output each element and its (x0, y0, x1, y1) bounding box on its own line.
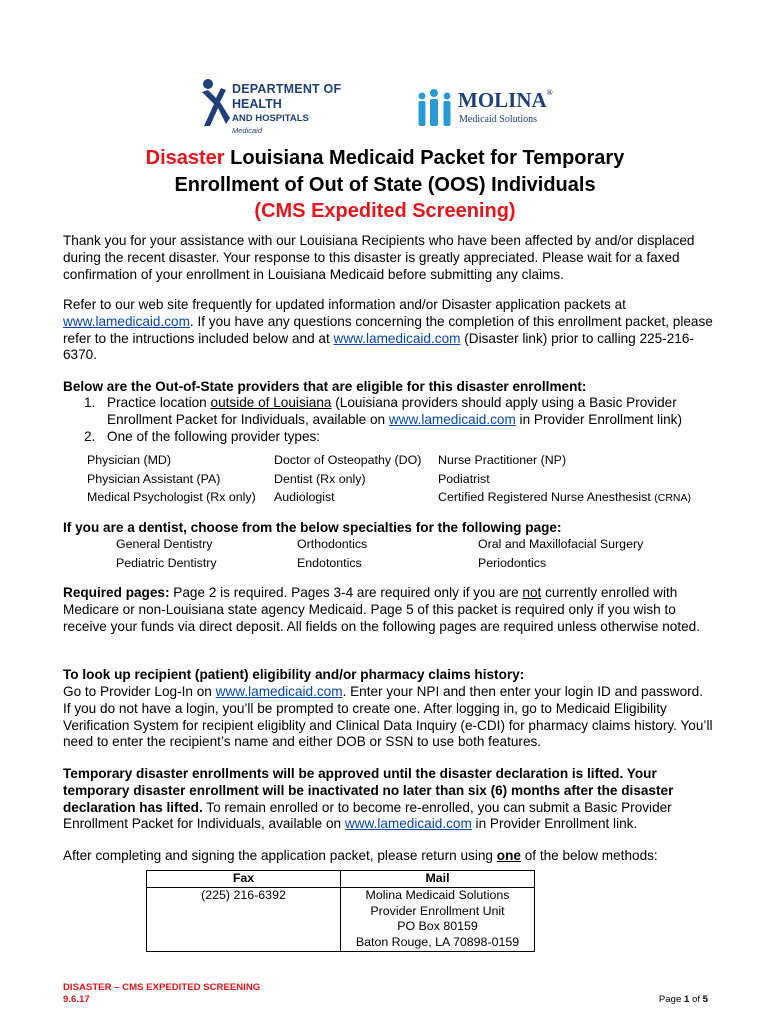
lamedicaid-link[interactable]: www.lamedicaid.com (388, 411, 516, 427)
eligible-item-1 (84, 395, 704, 429)
page-total: 5 (702, 994, 708, 1005)
dentist-specialty: Orthodontics (297, 537, 368, 551)
dhh-figure-icon (198, 78, 230, 130)
eligible-item-1-number: 1. (84, 395, 96, 410)
footer-date: 9.6.17 (63, 994, 90, 1005)
provider-type: Physician (MD) (87, 453, 171, 467)
temporary-bold-text: Temporary disaster enrollments will be approved until the disaster declaration is lifted. Your temporary disaster enrollment will be inactivated no later than six (6) months after the disaster declaration has lifted. (63, 766, 674, 815)
mail-address (341, 887, 535, 951)
lamedicaid-link[interactable]: www.lamedicaid.com (333, 330, 461, 346)
eligible-item-2-number: 2. (84, 429, 96, 444)
intro-p2-text-b: . If you have any questions concerning the completion of this enrollment packet, please refer to the intructions included below and at (63, 313, 713, 346)
temporary-text-b: in Provider Enrollment link. (471, 816, 638, 832)
eligible-item-1-text (107, 395, 704, 429)
provider-type: Audiologist (274, 490, 335, 505)
dhh-line4: Medicaid (232, 126, 263, 135)
provider-type: Doctor of Osteopathy (DO) (274, 453, 422, 467)
fax-number: (225) 216-6392 (147, 887, 341, 951)
temporary-enrollment-paragraph (63, 766, 713, 833)
eligible-item-2-text: One of the following provider types: (107, 429, 321, 444)
lookup-text-b: . Enter your NPI and then enter your login ID and password. If you do not have a login, you’ll be prompted to create one. After logging in, go to Medicaid Eligibility Verification System for recipient eligiblity and Clinical Data Inquiry (e-CDI) for pharmacy claims history. You’ll need to enter the recipient’s name and either DOB or SSN to use both features. (63, 684, 713, 750)
eligible-item-1-b: (Louisiana providers should apply using a Basic Provider Enrollment Packet for Individuals, available on (107, 395, 677, 427)
footer-title: DISASTER – CMS EXPEDITED SCREENING (63, 982, 261, 993)
dentist-specialty: Periodontics (478, 555, 547, 570)
lamedicaid-link[interactable]: www.lamedicaid.com (344, 816, 472, 832)
return-text-b: of the below methods: (520, 848, 658, 863)
lookup-paragraph (63, 684, 713, 751)
temporary-text-a: To remain enrolled or to become re-enrolled, you can submit a Basic Provider Enrollment Packet for Individuals, available on (63, 799, 672, 832)
mail-header: Mail (341, 871, 535, 888)
lookup-heading: To look up recipient (patient) eligibility and/or pharmacy claims history: (63, 667, 525, 682)
dentist-specialty: Oral and Maxillofacial Surgery (478, 537, 644, 551)
molina-registered-mark: ® (546, 88, 553, 97)
dentist-heading: If you are a dentist, choose from the below specialties for the following page: (63, 520, 562, 535)
title-disaster-word: Disaster (145, 147, 225, 169)
page-subtitle: (CMS Expedited Screening) (254, 200, 516, 222)
page-number (659, 994, 708, 1005)
dhh-line3: AND HOSPITALS (232, 113, 309, 124)
required-pages-text-b: currently enrolled with Medicare or non-Louisiana state agency Medicaid. Page 5 of this packet is required only if you wish to receive your funds via direct deposit. All fields on the following pages are required unless otherwise noted. (63, 585, 701, 634)
return-methods-intro (63, 848, 713, 865)
crna-abbrev: (CRNA) (654, 492, 692, 505)
provider-type: Medical Psychologist (Rx only) (87, 490, 256, 505)
mail-address-line: Baton Rouge, LA 70898-0159 (355, 935, 520, 950)
return-text-a: After completing and signing the application packet, please return using (63, 848, 497, 863)
molina-name-text: MOLINA (458, 88, 547, 112)
required-pages-text-a: Page 2 is required. Pages 3-4 are required only if you are (169, 585, 523, 600)
intro-p2-text-a: Refer to our web site frequently for updated information and/or Disaster application packets at (63, 297, 626, 312)
footer-label (63, 982, 260, 1006)
mail-address-line: PO Box 80159 (397, 919, 478, 934)
intro-p2-text-c: (Disaster link) prior to calling 225-216-6370. (63, 330, 694, 363)
return-one: one (496, 848, 521, 863)
intro-paragraph-1: Thank you for your assistance with our Louisiana Recipients who have been affected by and/or displaced during the recent disaster. Your response to this disaster is greatly appreciated. Please wait for a faxed confirmation of your enrollment in Louisiana Medicaid before submitting any claims. (63, 233, 695, 282)
provider-types-col-3 (438, 451, 691, 508)
page-prefix: Page (658, 994, 684, 1005)
molina-name (458, 88, 553, 113)
provider-type: Podiatrist (438, 471, 490, 486)
title-line1: Louisiana Medicaid Packet for Temporary (224, 147, 625, 169)
page-of: of (689, 994, 703, 1005)
provider-types-col-1 (87, 451, 256, 507)
dentist-specialties-col-3 (478, 535, 643, 572)
dentist-specialties-col-2 (297, 535, 367, 572)
dentist-specialty: Pediatric Dentistry (116, 555, 217, 570)
required-pages-not: not (522, 585, 542, 600)
eligible-item-1-a: Practice location (107, 395, 211, 410)
lamedicaid-link[interactable]: www.lamedicaid.com (63, 313, 190, 329)
required-pages-label: Required pages: (63, 585, 170, 600)
mail-address-line: Provider Enrollment Unit (370, 903, 505, 918)
fax-header: Fax (147, 871, 341, 888)
provider-type: Physician Assistant (PA) (87, 471, 221, 486)
mail-address-line: Molina Medicaid Solutions (365, 887, 510, 902)
eligible-item-2 (84, 429, 704, 446)
provider-types-col-2 (274, 451, 421, 507)
provider-type: Dentist (Rx only) (274, 471, 366, 486)
provider-type-crna: Certified Registered Nurse Anesthesist (438, 490, 651, 505)
eligible-item-1-c: in Provider Enrollment link) (515, 411, 682, 427)
table-header-row (147, 871, 535, 888)
molina-tagline: Medicaid Solutions (459, 114, 538, 125)
lookup-text-a: Go to Provider Log-In on (63, 684, 216, 699)
intro-paragraph-2 (63, 297, 713, 364)
provider-type: Nurse Practitioner (NP) (438, 453, 567, 467)
table-row (147, 887, 535, 951)
return-methods-table (146, 870, 535, 952)
molina-people-icon (416, 88, 456, 126)
eligible-heading: Below are the Out-of-State providers that are eligible for this disaster enrollment: (63, 379, 587, 394)
provider-type (438, 488, 691, 508)
header-logos (0, 72, 770, 135)
dhh-line1: DEPARTMENT OF (232, 82, 342, 96)
required-pages-paragraph (63, 585, 713, 635)
dentist-specialties-col-1 (116, 535, 217, 572)
page-current: 1 (683, 994, 690, 1005)
lamedicaid-link[interactable]: www.lamedicaid.com (215, 684, 343, 699)
title-line2: Enrollment of Out of State (OOS) Individuals (174, 174, 596, 196)
eligible-item-1-underline: outside of Louisiana (210, 395, 332, 410)
dhh-line2: HEALTH (232, 97, 282, 111)
dentist-specialty: Endotontics (297, 555, 362, 570)
dentist-specialty: General Dentistry (116, 537, 213, 551)
page-title (0, 145, 770, 199)
